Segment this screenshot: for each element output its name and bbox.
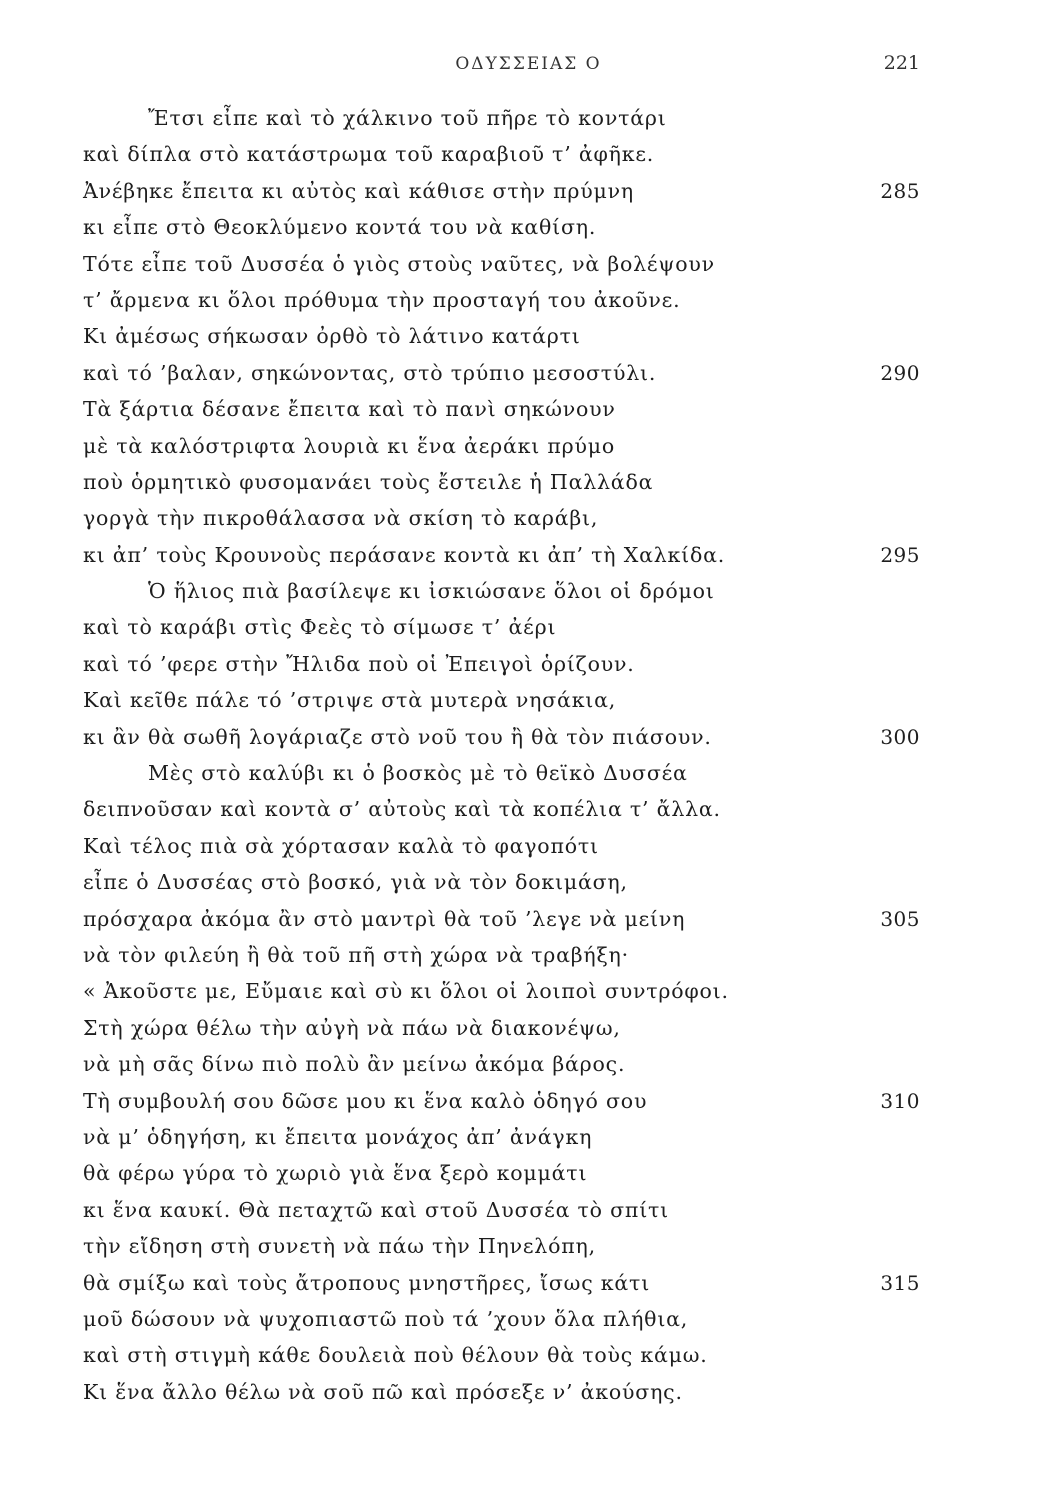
verse-line-text: νὰ τὸν φιλεύη ἢ θὰ τοῦ πῆ στὴ χώρα νὰ τραβήξη·	[83, 942, 629, 967]
verse-line	[0, 609, 1057, 645]
page-number: 221	[883, 52, 920, 74]
verse-line-text: Καὶ τέλος πιὰ σὰ χόρτασαν καλὰ τὸ φαγοπότι	[83, 833, 599, 858]
verse-line-text: Στὴ χώρα θέλω τὴν αὐγὴ νὰ πάω νὰ διακονέψω,	[83, 1015, 621, 1040]
verse-line	[0, 973, 1057, 1009]
verse-line	[0, 428, 1057, 464]
verse-line	[0, 1083, 1057, 1119]
verse-line	[0, 1155, 1057, 1191]
verse-line	[0, 1119, 1057, 1155]
line-number: 305	[880, 906, 920, 931]
verse-line	[0, 1046, 1057, 1082]
verse-line	[0, 100, 1057, 136]
verse-line	[0, 355, 1057, 391]
verse-line-text: καὶ δίπλα στὸ κατάστρωμα τοῦ καραβιοῦ τ’ ἀφῆκε.	[83, 142, 655, 167]
verse-line-text: κι ἂν θὰ σωθῆ λογάριαζε στὸ νοῦ του ἢ θὰ τὸν πιάσουν.	[83, 724, 712, 749]
verse-line-text: κι ἀπ’ τοὺς Κρουνοὺς περάσανε κοντὰ κι ἀπ’ τὴ Χαλκίδα.	[83, 542, 726, 567]
verse-line-text: ποὺ ὁρμητικὸ φυσομανάει τοὺς ἔστειλε ἡ Παλλάδα	[83, 469, 654, 494]
verse-line	[0, 1192, 1057, 1228]
verse-text	[0, 100, 1057, 1410]
page-header	[0, 50, 1057, 80]
verse-line-text: καὶ τό ’βαλαν, σηκώνοντας, στὸ τρύπιο μεσοστύλι.	[83, 360, 657, 385]
verse-line-text: τ’ ἄρμενα κι ὅλοι πρόθυμα τὴν προσταγή του ἀκοῦνε.	[83, 287, 681, 312]
verse-line-text: Τότε εἶπε τοῦ Δυσσέα ὁ γιὸς στοὺς ναῦτες, νὰ βολέψουν	[83, 251, 715, 276]
verse-line	[0, 828, 1057, 864]
verse-line-text: Ἀνέβηκε ἔπειτα κι αὐτὸς καὶ κάθισε στὴν πρύμνη	[83, 178, 634, 203]
verse-line-text: τὴν εἴδηση στὴ συνετὴ νὰ πάω τὴν Πηνελόπη,	[83, 1234, 596, 1259]
verse-line-text: Ὁ ἥλιος πιὰ βασίλεψε κι ἰσκιώσανε ὅλοι οἱ δρόμοι	[148, 579, 715, 604]
verse-line	[0, 209, 1057, 245]
verse-line-text: μὲ τὰ καλόστριφτα λουριὰ κι ἕνα ἀεράκι πρύμο	[83, 433, 616, 458]
line-number: 310	[880, 1088, 920, 1113]
line-number: 315	[880, 1270, 920, 1295]
verse-line-text: Κι ἀμέσως σήκωσαν ὀρθὸ τὸ λάτινο κατάρτι	[83, 324, 581, 349]
verse-line	[0, 136, 1057, 172]
verse-line	[0, 282, 1057, 318]
verse-line-text: θὰ σμίξω καὶ τοὺς ἄτροπους μνηστῆρες, ἴσως κάτι	[83, 1270, 651, 1295]
verse-line-text: κι ἕνα καυκί. Θὰ πεταχτῶ καὶ στοῦ Δυσσέα τὸ σπίτι	[83, 1197, 670, 1222]
verse-line	[0, 682, 1057, 718]
verse-line-text: πρόσχαρα ἀκόμα ἂν στὸ μαντρὶ θὰ τοῦ ’λεγε νὰ μείνη	[83, 906, 686, 931]
verse-line	[0, 318, 1057, 354]
verse-line-text: « Ἀκοῦστε με, Εὔμαιε καὶ σὺ κι ὅλοι οἱ λοιποὶ συντρόφοι.	[83, 979, 729, 1004]
verse-line	[0, 173, 1057, 209]
verse-line-text: νὰ μὴ σᾶς δίνω πιὸ πολὺ ἂν μείνω ἀκόμα βάρος.	[83, 1052, 626, 1077]
verse-line	[0, 646, 1057, 682]
verse-line	[0, 755, 1057, 791]
line-number: 295	[880, 542, 920, 567]
line-number: 300	[880, 724, 920, 749]
verse-line	[0, 573, 1057, 609]
verse-line	[0, 791, 1057, 827]
verse-line-text: κι εἶπε στὸ Θεοκλύμενο κοντά του νὰ καθίση.	[83, 215, 597, 240]
verse-line	[0, 500, 1057, 536]
verse-line	[0, 1265, 1057, 1301]
verse-line-text: καὶ τὸ καράβι στὶς Φεὲς τὸ σίμωσε τ’ ἀέρι	[83, 615, 557, 640]
verse-line-text: Καὶ κεῖθε πάλε τό ’στριψε στὰ μυτερὰ νησάκια,	[83, 688, 617, 713]
verse-line	[0, 937, 1057, 973]
verse-line-text: Κι ἕνα ἄλλο θέλω νὰ σοῦ πῶ καὶ πρόσεξε ν’ ἀκούσης.	[83, 1379, 683, 1404]
verse-line	[0, 1337, 1057, 1373]
verse-line	[0, 464, 1057, 500]
verse-line-text: καὶ τό ’φερε στὴν Ἤλιδα ποὺ οἱ Ἐπειγοὶ ὁρίζουν.	[83, 651, 635, 676]
verse-line-text: καὶ στὴ στιγμὴ κάθε δουλειὰ ποὺ θέλουν θὰ τοὺς κάμω.	[83, 1343, 708, 1368]
verse-line	[0, 246, 1057, 282]
verse-line-text: γοργὰ τὴν πικροθάλασσα νὰ σκίση τὸ καράβι,	[83, 506, 599, 531]
verse-line-text: εἶπε ὁ Δυσσέας στὸ βοσκό, γιὰ νὰ τὸν δοκιμάση,	[83, 870, 628, 895]
verse-line-text: μοῦ δώσουν νὰ ψυχοπιαστῶ ποὺ τά ’χουν ὅλα πλήθια,	[83, 1306, 689, 1331]
verse-line-text: Ἔτσι εἶπε καὶ τὸ χάλκινο τοῦ πῆρε τὸ κοντάρι	[148, 106, 667, 130]
verse-line	[0, 901, 1057, 937]
line-number: 285	[880, 178, 920, 203]
verse-line	[0, 864, 1057, 900]
verse-line	[0, 1010, 1057, 1046]
verse-line	[0, 719, 1057, 755]
verse-line	[0, 391, 1057, 427]
line-number: 290	[880, 360, 920, 385]
verse-line-text: νὰ μ’ ὁδηγήση, κι ἔπειτα μονάχος ἀπ’ ἀνάγκη	[83, 1124, 593, 1149]
verse-line	[0, 1301, 1057, 1337]
verse-line-text: Τὰ ξάρτια δέσανε ἔπειτα καὶ τὸ πανὶ σηκώνουν	[83, 397, 616, 422]
verse-line-text: Μὲς στὸ καλύβι κι ὁ βοσκὸς μὲ τὸ θεϊκὸ Δυσσέα	[148, 761, 688, 786]
verse-line-text: Τὴ συμβουλή σου δῶσε μου κι ἕνα καλὸ ὁδηγό σου	[83, 1088, 648, 1113]
verse-line-text: δειπνοῦσαν καὶ κοντὰ σ’ αὐτοὺς καὶ τὰ κοπέλια τ’ ἄλλα.	[83, 797, 721, 822]
verse-line-text: θὰ φέρω γύρα τὸ χωριὸ γιὰ ἕνα ξερὸ κομμάτι	[83, 1161, 588, 1186]
running-title: ΟΔΥΣΣΕΙΑΣ Ο	[455, 54, 602, 74]
verse-line	[0, 1374, 1057, 1410]
verse-line	[0, 537, 1057, 573]
verse-line	[0, 1228, 1057, 1264]
